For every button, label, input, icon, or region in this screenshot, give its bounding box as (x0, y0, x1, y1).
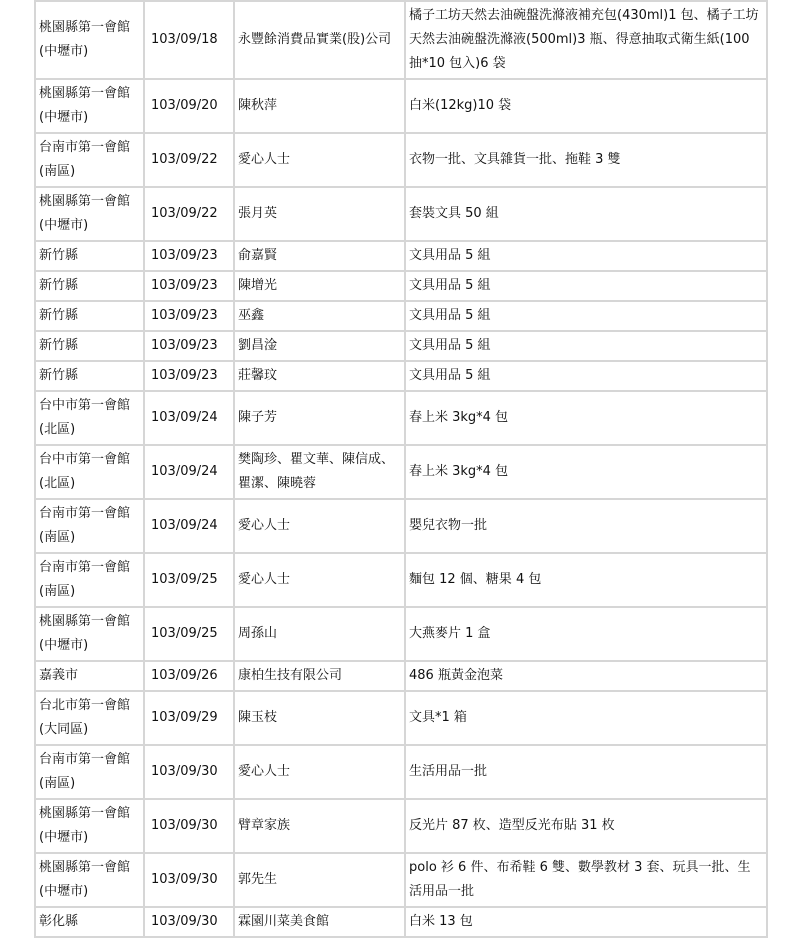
donation-table (34, 0, 768, 938)
org-cell: 台中市第一會館(北區) (36, 446, 143, 498)
donor-cell: 周孫山 (235, 608, 404, 660)
item-cell: 套裝文具 50 組 (406, 188, 766, 240)
date-cell: 103/09/30 (145, 800, 233, 852)
table-row (36, 854, 766, 906)
donor-cell: 愛心人士 (235, 746, 404, 798)
org-cell: 桃園縣第一會館(中壢市) (36, 80, 143, 132)
item-cell: 文具用品 5 組 (406, 332, 766, 360)
table-row (36, 392, 766, 444)
donor-cell: 陳增光 (235, 272, 404, 300)
table-row (36, 2, 766, 78)
item-cell: 白米 13 包 (406, 908, 766, 936)
org-cell: 台南市第一會館(南區) (36, 500, 143, 552)
table-row (36, 362, 766, 390)
org-cell: 桃園縣第一會館(中壢市) (36, 608, 143, 660)
item-cell: 文具用品 5 組 (406, 302, 766, 330)
table-row (36, 692, 766, 744)
table-row (36, 500, 766, 552)
item-cell: 嬰兒衣物一批 (406, 500, 766, 552)
item-cell: 白米(12kg)10 袋 (406, 80, 766, 132)
donor-cell: 臂章家族 (235, 800, 404, 852)
org-cell: 桃園縣第一會館(中壢市) (36, 188, 143, 240)
donor-cell: 愛心人士 (235, 134, 404, 186)
item-cell: 文具用品 5 組 (406, 242, 766, 270)
date-cell: 103/09/23 (145, 242, 233, 270)
donor-cell: 張月英 (235, 188, 404, 240)
org-cell: 台中市第一會館(北區) (36, 392, 143, 444)
item-cell: 麵包 12 個、糖果 4 包 (406, 554, 766, 606)
table-row (36, 302, 766, 330)
donor-cell: 莊馨玟 (235, 362, 404, 390)
item-cell: 文具用品 5 組 (406, 272, 766, 300)
table-row (36, 554, 766, 606)
date-cell: 103/09/23 (145, 302, 233, 330)
date-cell: 103/09/25 (145, 608, 233, 660)
date-cell: 103/09/22 (145, 134, 233, 186)
org-cell: 桃園縣第一會館(中壢市) (36, 2, 143, 78)
donor-cell: 霖園川菜美食館 (235, 908, 404, 936)
org-cell: 桃園縣第一會館(中壢市) (36, 800, 143, 852)
item-cell: 486 瓶黃金泡菜 (406, 662, 766, 690)
item-cell: polo 衫 6 件、布希鞋 6 雙、數學教材 3 套、玩具一批、生活用品一批 (406, 854, 766, 906)
org-cell: 新竹縣 (36, 272, 143, 300)
donor-cell: 愛心人士 (235, 554, 404, 606)
date-cell: 103/09/29 (145, 692, 233, 744)
table-row (36, 446, 766, 498)
donor-cell: 樊陶珍、瞿文華、陳信成、瞿潔、陳曉蓉 (235, 446, 404, 498)
table-row (36, 608, 766, 660)
date-cell: 103/09/18 (145, 2, 233, 78)
org-cell: 嘉義市 (36, 662, 143, 690)
item-cell: 文具*1 箱 (406, 692, 766, 744)
date-cell: 103/09/30 (145, 854, 233, 906)
table-row (36, 332, 766, 360)
item-cell: 文具用品 5 組 (406, 362, 766, 390)
table-row (36, 242, 766, 270)
donation-list (34, 0, 768, 938)
date-cell: 103/09/23 (145, 362, 233, 390)
org-cell: 桃園縣第一會館(中壢市) (36, 854, 143, 906)
donor-cell: 愛心人士 (235, 500, 404, 552)
org-cell: 彰化縣 (36, 908, 143, 936)
org-cell: 新竹縣 (36, 362, 143, 390)
donor-cell: 俞嘉賢 (235, 242, 404, 270)
item-cell: 大燕麥片 1 盒 (406, 608, 766, 660)
donor-cell: 陳子芳 (235, 392, 404, 444)
org-cell: 新竹縣 (36, 302, 143, 330)
donor-cell: 郭先生 (235, 854, 404, 906)
donor-cell: 陳秋萍 (235, 80, 404, 132)
date-cell: 103/09/30 (145, 908, 233, 936)
date-cell: 103/09/24 (145, 392, 233, 444)
donor-cell: 劉昌淦 (235, 332, 404, 360)
org-cell: 台北市第一會館(大同區) (36, 692, 143, 744)
org-cell: 台南市第一會館(南區) (36, 554, 143, 606)
donor-cell: 陳玉枝 (235, 692, 404, 744)
table-row (36, 800, 766, 852)
date-cell: 103/09/26 (145, 662, 233, 690)
table-row (36, 134, 766, 186)
donor-cell: 康柏生技有限公司 (235, 662, 404, 690)
date-cell: 103/09/24 (145, 446, 233, 498)
item-cell: 橘子工坊天然去油碗盤洗滌液補充包(430ml)1 包、橘子工坊天然去油碗盤洗滌液(500ml)3 瓶、得意抽取式衛生紙(100 抽*10 包入)6 袋 (406, 2, 766, 78)
table-row (36, 80, 766, 132)
date-cell: 103/09/25 (145, 554, 233, 606)
org-cell: 台南市第一會館(南區) (36, 746, 143, 798)
date-cell: 103/09/23 (145, 332, 233, 360)
item-cell: 生活用品一批 (406, 746, 766, 798)
date-cell: 103/09/30 (145, 746, 233, 798)
date-cell: 103/09/24 (145, 500, 233, 552)
table-row (36, 662, 766, 690)
table-row (36, 746, 766, 798)
item-cell: 反光片 87 枚、造型反光布貼 31 枚 (406, 800, 766, 852)
date-cell: 103/09/23 (145, 272, 233, 300)
donor-cell: 巫鑫 (235, 302, 404, 330)
org-cell: 台南市第一會館(南區) (36, 134, 143, 186)
org-cell: 新竹縣 (36, 242, 143, 270)
item-cell: 春上米 3kg*4 包 (406, 446, 766, 498)
item-cell: 春上米 3kg*4 包 (406, 392, 766, 444)
org-cell: 新竹縣 (36, 332, 143, 360)
table-row (36, 188, 766, 240)
date-cell: 103/09/22 (145, 188, 233, 240)
date-cell: 103/09/20 (145, 80, 233, 132)
item-cell: 衣物一批、文具雜貨一批、拖鞋 3 雙 (406, 134, 766, 186)
table-row (36, 272, 766, 300)
donor-cell: 永豐餘消費品實業(股)公司 (235, 2, 404, 78)
table-row (36, 908, 766, 936)
